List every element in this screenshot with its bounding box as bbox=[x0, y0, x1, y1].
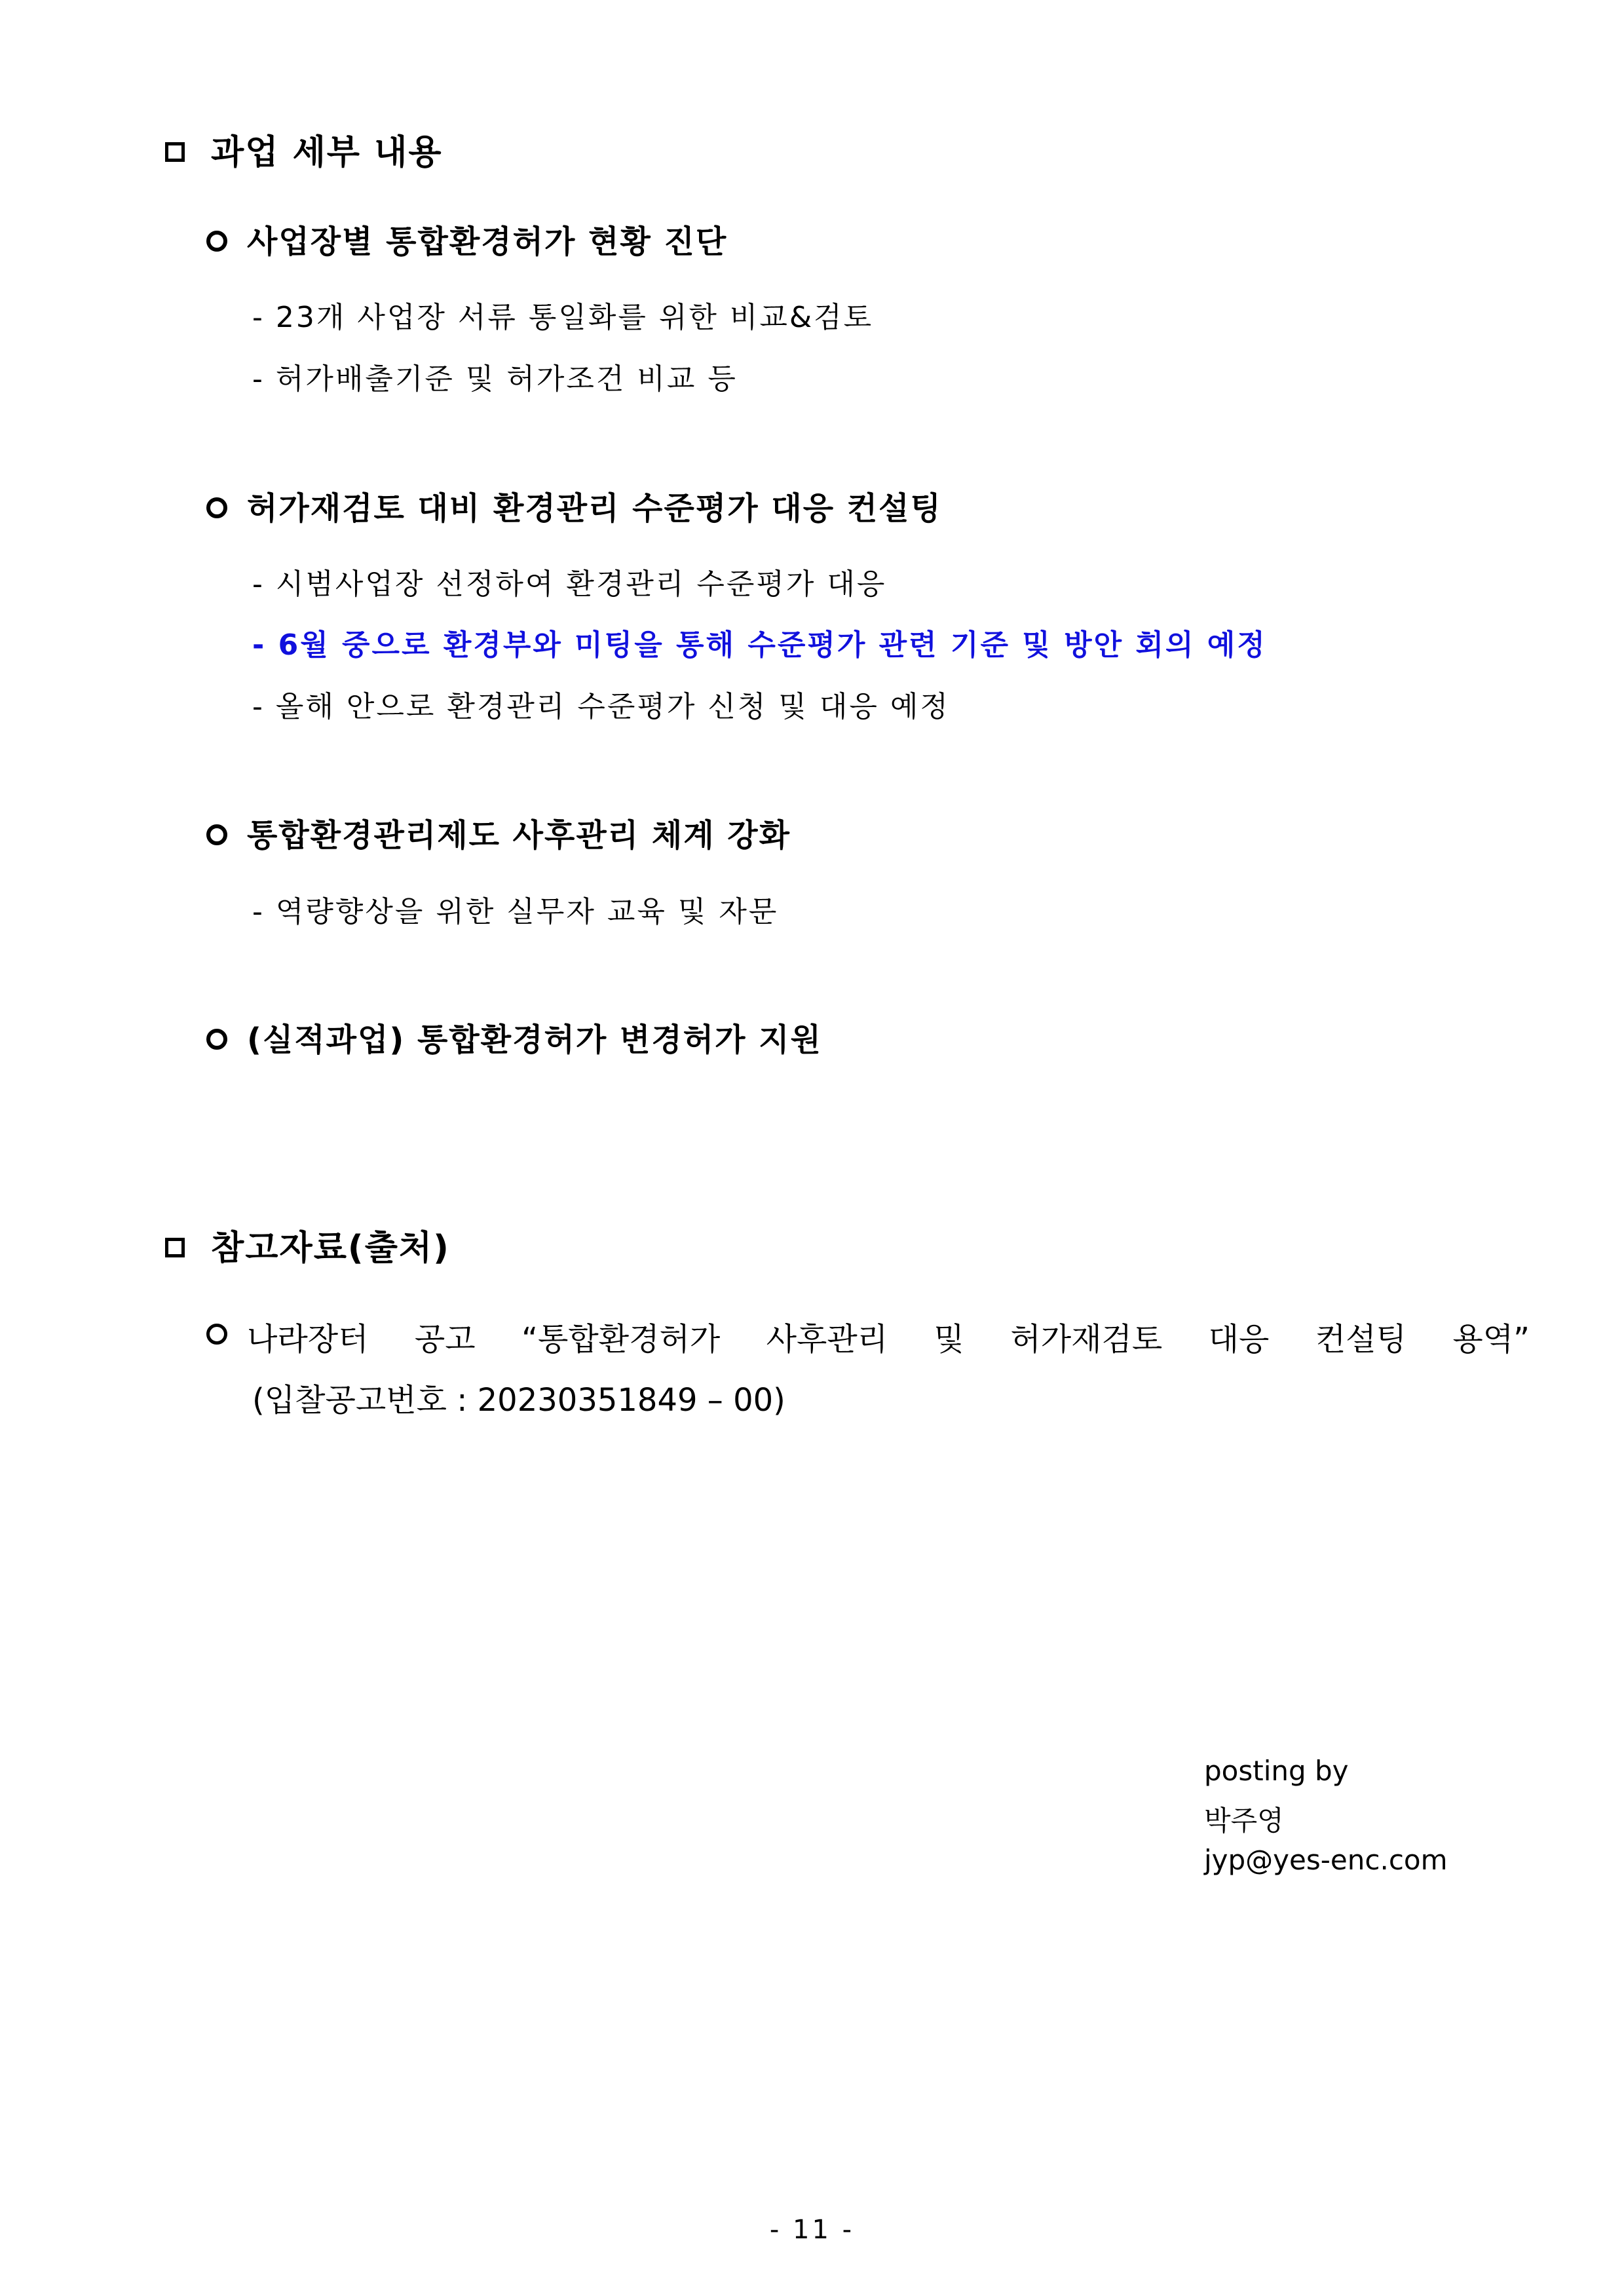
reference-word: 사후관리 bbox=[766, 1321, 888, 1358]
list-item-highlighted: - 6월 중으로 환경부와 미팅을 통해 수준평가 관련 기준 및 방안 회의 예정 bbox=[252, 628, 1267, 662]
subsection-title: 통합환경관리제도 사후관리 체계 강화 bbox=[247, 817, 791, 854]
author-name: 박주영 bbox=[1204, 1805, 1284, 1837]
section-title: 과업 세부 내용 bbox=[211, 133, 443, 172]
subsection-title: (실적과업) 통합환경허가 변경허가 지원 bbox=[247, 1022, 822, 1058]
reference-word: 공고 bbox=[414, 1321, 476, 1358]
subsection-title: 사업장별 통합환경허가 현황 진단 bbox=[247, 223, 728, 260]
reference-number: (입찰공고번호 : 20230351849 – 00) bbox=[252, 1382, 785, 1419]
square-bullet-icon bbox=[165, 1238, 185, 1257]
author-email: jyp@yes-enc.com bbox=[1204, 1844, 1448, 1876]
circle-bullet-icon bbox=[206, 231, 227, 252]
list-item: - 시범사업장 선정하여 환경관리 수준평가 대응 bbox=[252, 567, 887, 601]
reference-title bbox=[247, 1314, 1530, 1359]
reference-word: “통합환경허가 bbox=[521, 1321, 721, 1358]
page-number: - 11 - bbox=[769, 2215, 855, 2245]
subsection-heading bbox=[206, 1014, 822, 1060]
circle-bullet-icon bbox=[206, 497, 227, 518]
subsection-heading bbox=[206, 810, 791, 855]
reference-word: 대응 bbox=[1208, 1321, 1270, 1358]
square-bullet-icon bbox=[165, 142, 185, 162]
circle-bullet-icon bbox=[206, 1324, 227, 1345]
reference-word: 컨설팅 bbox=[1315, 1321, 1407, 1358]
section-heading bbox=[165, 1220, 450, 1269]
reference-word: 허가재검토 bbox=[1010, 1321, 1163, 1358]
reference-word: 나라장터 bbox=[247, 1321, 369, 1358]
list-item: - 허가배출기준 및 허가조건 비교 등 bbox=[252, 362, 738, 396]
circle-bullet-icon bbox=[206, 824, 227, 845]
list-item: - 역량향상을 위한 실무자 교육 및 자문 bbox=[252, 895, 779, 928]
subsection-heading bbox=[206, 216, 727, 261]
reference-word: 및 bbox=[934, 1321, 964, 1358]
posting-label: posting by bbox=[1204, 1755, 1349, 1787]
list-item: - 23개 사업장 서류 통일화를 위한 비교&검토 bbox=[252, 301, 874, 334]
circle-bullet-icon bbox=[206, 1029, 227, 1050]
subsection-title: 허가재검토 대비 환경관리 수준평가 대응 컨설팅 bbox=[247, 490, 942, 527]
subsection-heading bbox=[206, 483, 942, 528]
section-heading bbox=[165, 124, 443, 174]
list-item: - 올해 안으로 환경관리 수준평가 신청 및 대응 예정 bbox=[252, 690, 950, 723]
reference-word: 용역” bbox=[1452, 1321, 1530, 1358]
reference-line bbox=[206, 1314, 1530, 1359]
section-title: 참고자료(출처) bbox=[211, 1229, 450, 1268]
